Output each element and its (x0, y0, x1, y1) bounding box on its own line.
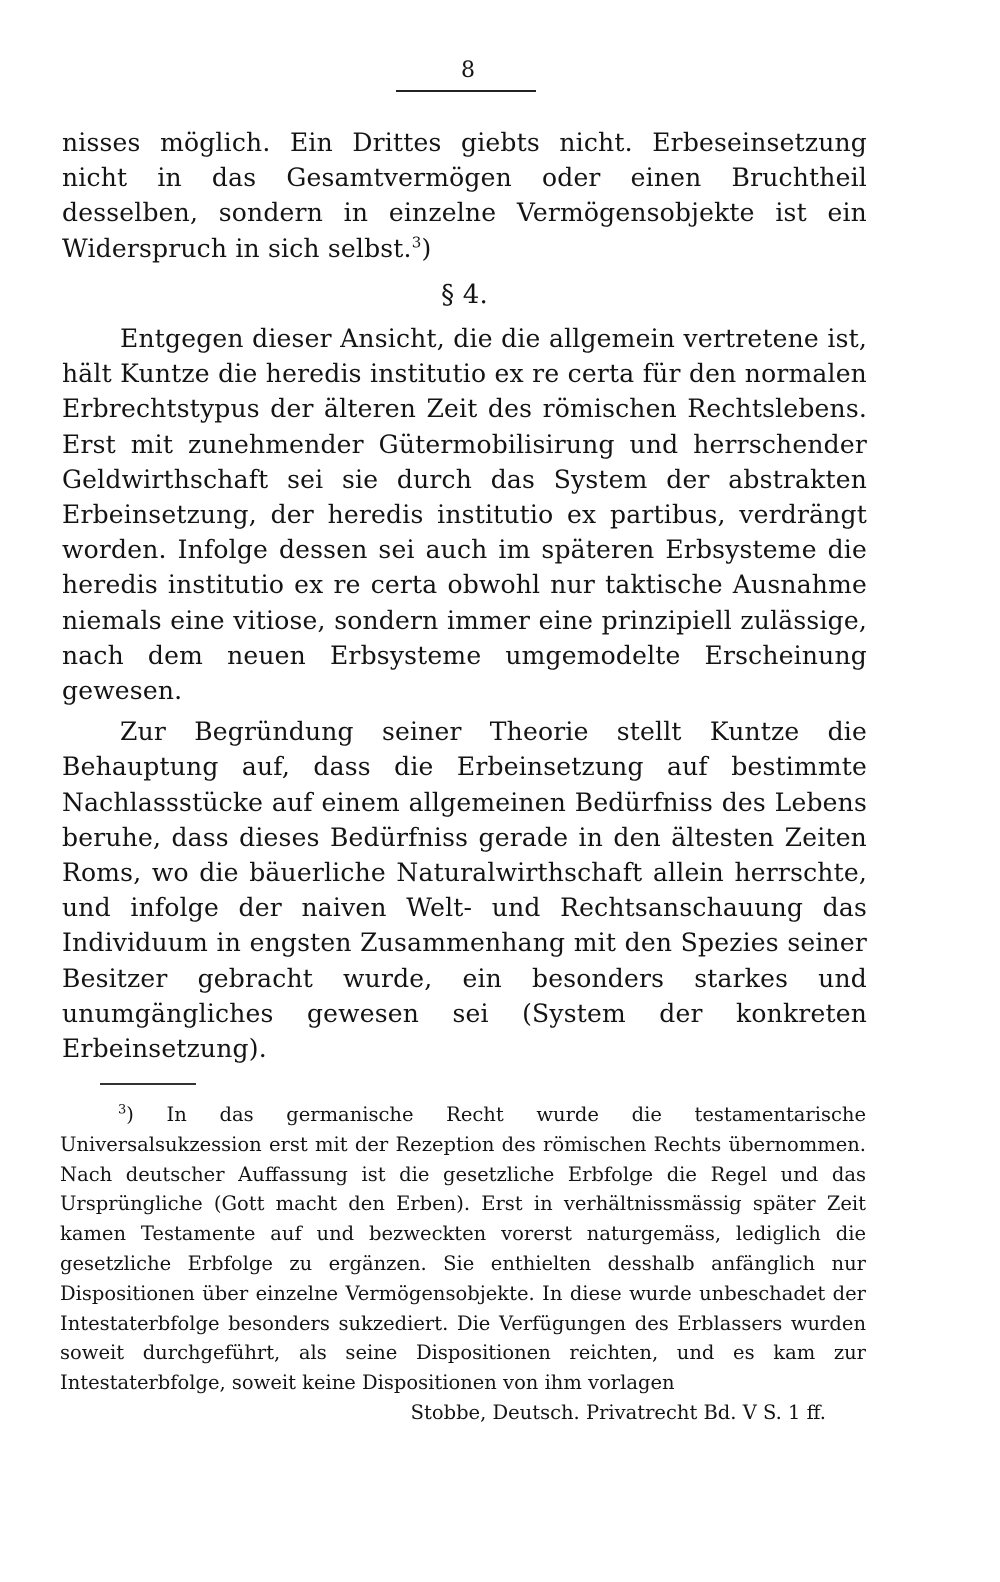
footnote-reference: 3 (411, 233, 422, 252)
footnote-marker-close: ) (126, 1103, 134, 1126)
paragraph-1 (62, 125, 867, 266)
paragraph-3: Zur Begründung seiner Theorie stellt Kuntze die Behauptung auf, dass die Erbeinsetzung auf bestimmte Nachlassstücke auf einem allgemeinen Bedürfniss des Lebens beruhe, dass dieses Bedürfniss gerade in den ältesten Zeiten Roms, wo die bäuerliche Naturalwirthschaft allein herrschte, und infolge der naiven Welt- und Rechtsanschauung das Individuum in engsten Zusammenhang mit den Spezies seiner Besitzer gebracht wurde, ein besonders starkes und unumgängliches gewesen sei (System der konkreten Erbeinsetzung). (62, 717, 867, 1064)
footnote (60, 1100, 866, 1428)
paragraph-1-text: nisses möglich. Ein Drittes giebts nicht. Erbeseinsetzung nicht in das Gesamtvermögen oder einen Bruchtheil desselben, sondern in einzelne Vermögensobjekte ist ein Widerspruch in sich selbst. (62, 128, 867, 263)
header-rule (396, 90, 536, 92)
main-text (62, 125, 867, 1066)
footnote-body (60, 1100, 866, 1398)
footnote-marker: 3 (118, 1102, 127, 1118)
footnote-rule (100, 1083, 196, 1085)
section-heading: § 4. (441, 279, 488, 310)
page-number: 8 (461, 58, 475, 83)
footnote-citation: Stobbe, Deutsch. Privatrecht Bd. V S. 1 ff. (410, 1400, 826, 1424)
footnote-text: In das germanische Recht wurde die testamentarische Universalsukzession erst mit der Rezeption des römischen Rechts übernommen. Nach deutscher Auffassung ist die gesetzliche Erbfolge die Regel und das Ursprüngliche (Gott macht den Erben). Erst in verhältnissmässig später Zeit kamen Testamente auf und bezweckten vorerst naturgemäss, lediglich die gesetzliche Erbfolge zu ergänzen. Sie enthielten desshalb anfänglich nur Dispositionen über einzelne Vermögensobjekte. In diese wurde unbeschadet der Intestaterbfolge besonders sukzediert. Die Verfügungen des Erblassers wurden soweit durchgeführt, als seine Dispositionen reichten, und es kam zur Intestaterbfolge, soweit keine Dispositionen von ihm vorlagen (60, 1103, 866, 1395)
footnote-reference-close: ) (421, 233, 432, 263)
paragraph-2: Entgegen dieser Ansicht, die die allgemein vertretene ist, hält Kuntze die heredis institutio ex re certa für den normalen Erbrechtstypus der älteren Zeit des römischen Rechtslebens. Erst mit zunehmender Gütermobilisirung und herrschender Geldwirthschaft sei sie durch das System der abstrakten Erbeinsetzung, der heredis institutio ex partibus, verdrängt worden. Infolge dessen sei auch im späteren Erbsysteme die heredis institutio ex re certa obwohl nur taktische Ausnahme niemals eine vitiose, sondern immer eine prinzipiell zulässige, nach dem neuen Erbsysteme umgemodelte Erscheinung gewesen. (62, 324, 867, 706)
